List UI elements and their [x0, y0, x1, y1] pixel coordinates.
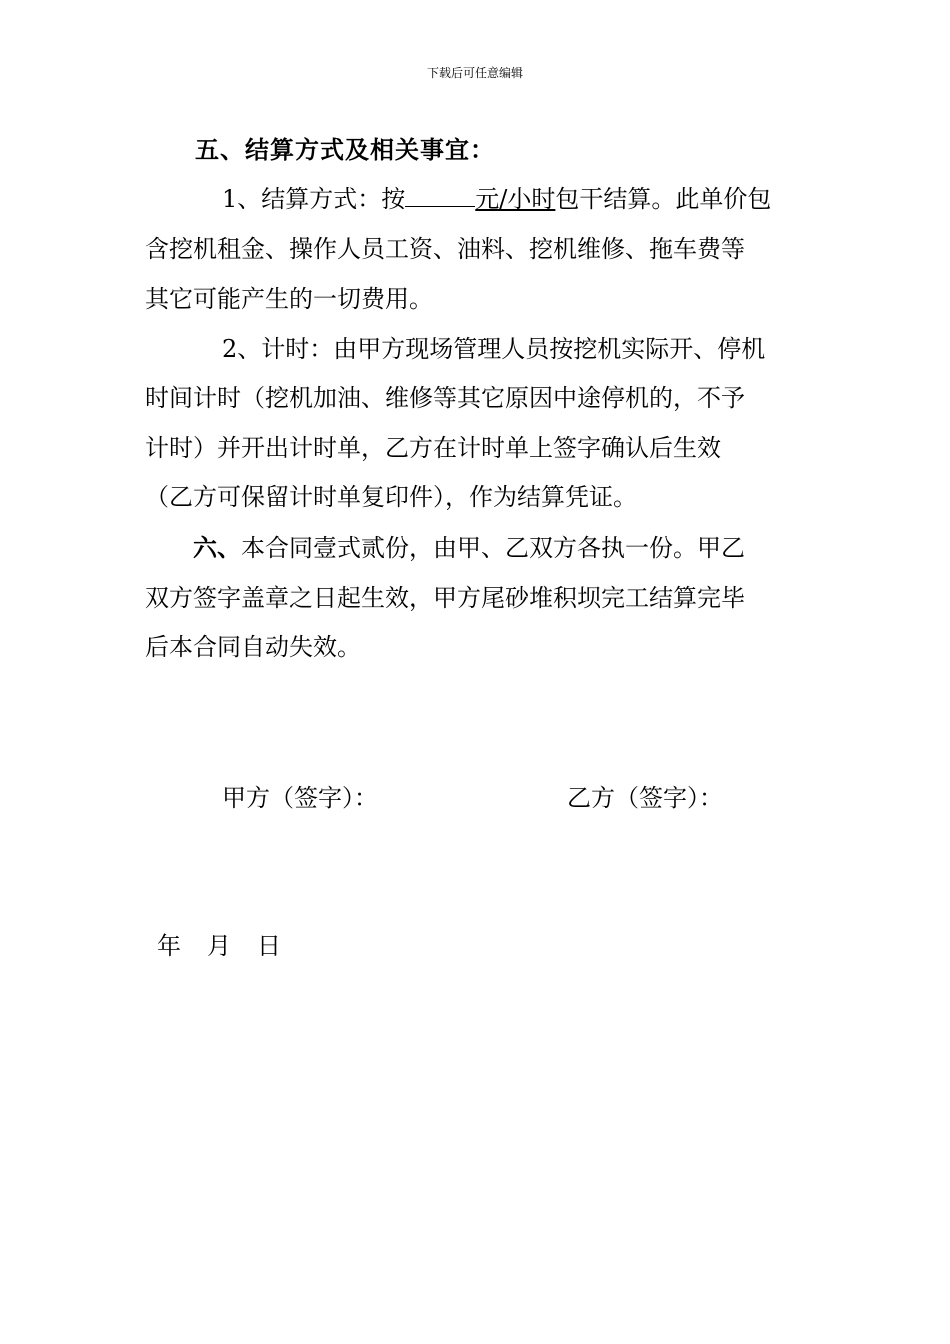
item-1-prefix: 1、结算方式：按 [222, 185, 406, 213]
item-1-rest: 包干结算。此单价包 [555, 185, 772, 213]
section-5-item-1-line-1 [222, 183, 771, 215]
section-6-line-1 [193, 532, 745, 564]
section-5-item-2-line-2: 时间计时（挖机加油、维修等其它原因中途停机的，不予 [145, 384, 745, 412]
section-5-item-2-line-3: 计时）并开出计时单，乙方在计时单上签字确认后生效 [145, 434, 721, 462]
section-5-item-2-line-1: 2、计时：由甲方现场管理人员按挖机实际开、停机 [222, 335, 766, 363]
date-day: 日 [257, 932, 281, 960]
date-month: 月 [207, 932, 231, 960]
section-6-line-3: 后本合同自动失效。 [145, 633, 361, 661]
party-a-signature-label: 甲方（签字）： [222, 784, 378, 812]
date-line [157, 930, 281, 962]
section-5-title: 五、结算方式及相关事宜： [195, 135, 495, 164]
page-header: 下载后可任意编辑 [426, 66, 523, 80]
section-5-item-2-line-4: （乙方可保留计时单复印件），作为结算凭证。 [145, 483, 637, 511]
section-6-text: 本合同壹式贰份，由甲、乙双方各执一份。甲乙 [241, 534, 745, 562]
price-unit: 元/小时 [475, 185, 556, 213]
section-5-item-1-line-2: 含挖机租金、操作人员工资、油料、挖机维修、拖车费等 [145, 235, 745, 263]
date-year: 年 [157, 932, 181, 960]
section-6-line-2: 双方签字盖章之日起生效，甲方尾砂堆积坝完工结算完毕 [145, 584, 745, 612]
price-blank [405, 184, 475, 207]
party-b-signature-label: 乙方（签字）： [567, 784, 723, 812]
section-5-item-1-line-3: 其它可能产生的一切费用。 [145, 285, 433, 313]
section-6-label: 六、 [193, 533, 241, 562]
